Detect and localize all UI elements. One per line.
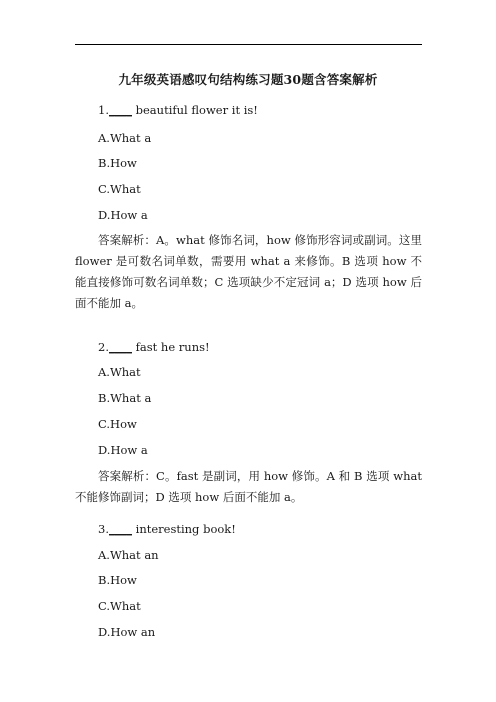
answer-blank: ____ bbox=[108, 340, 132, 354]
question-1-stem bbox=[98, 103, 258, 117]
question-3-option-b: B.How bbox=[98, 573, 137, 587]
question-number: 1. bbox=[98, 103, 109, 117]
question-1-explanation: 答案解析：A。what 修饰名词，how 修饰形容词或副词。这里 flower 是可数名词单数，需要用 what a 来修饰。B 选项 how 不能直接修饰可数名词单数；C 选项缺少不定冠词 a；D 选项 how 后面不能加 a。 bbox=[75, 233, 422, 310]
question-3-option-a: A.What an bbox=[98, 548, 159, 562]
answer-blank: ____ bbox=[108, 522, 132, 536]
question-text: interesting book! bbox=[131, 522, 236, 536]
question-3-option-d: D.How an bbox=[98, 625, 156, 639]
question-text: beautiful flower it is! bbox=[131, 103, 258, 117]
question-1-option-a: A.What a bbox=[98, 131, 152, 145]
question-2-option-b: B.What a bbox=[98, 391, 152, 405]
question-1-option-b: B.How bbox=[98, 156, 137, 170]
question-text: fast he runs! bbox=[131, 340, 210, 354]
question-1-option-c: C.What bbox=[98, 182, 141, 196]
page-title: 九年级英语感叹句结构练习题30题含答案解析 bbox=[118, 72, 378, 87]
question-number: 2. bbox=[98, 340, 109, 354]
question-3-option-c: C.What bbox=[98, 599, 141, 613]
question-2-option-a: A.What bbox=[98, 365, 141, 379]
question-number: 3. bbox=[98, 522, 109, 536]
question-2-explanation: 答案解析：C。fast 是副词，用 how 修饰。A 和 B 选项 what 不能修饰副词；D 选项 how 后面不能加 a。 bbox=[75, 469, 422, 504]
header-rule bbox=[75, 44, 422, 45]
question-2-option-d: D.How a bbox=[98, 443, 148, 457]
question-2-option-c: C.How bbox=[98, 417, 137, 431]
question-1-option-d: D.How a bbox=[98, 208, 148, 222]
question-3-stem bbox=[98, 522, 236, 536]
answer-blank: ____ bbox=[108, 103, 132, 117]
question-2-stem bbox=[98, 340, 210, 354]
